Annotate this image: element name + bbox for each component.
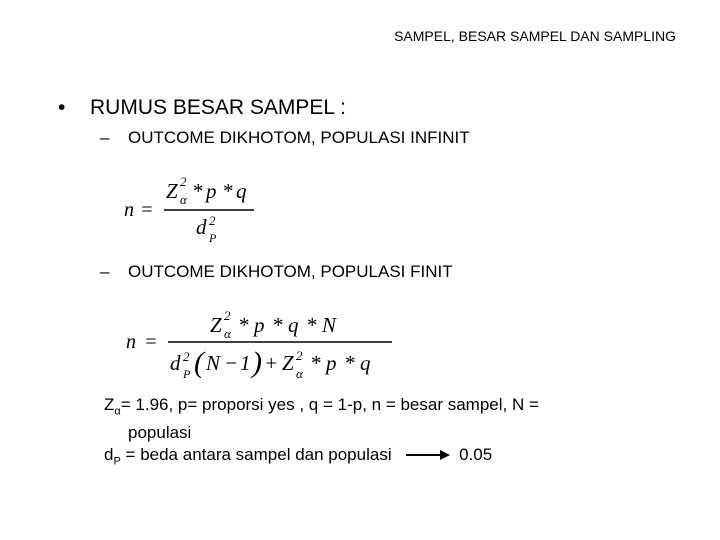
main-bullet	[58, 96, 346, 120]
d-subscript: P	[113, 455, 121, 468]
svg-text:*: *	[238, 313, 249, 337]
svg-text:P: P	[183, 367, 191, 381]
bullet-marker: •	[58, 96, 66, 119]
svg-text:1: 1	[240, 351, 251, 375]
svg-text:d: d	[170, 351, 181, 375]
svg-text:(: (	[194, 346, 204, 379]
svg-text:Z: Z	[210, 313, 222, 337]
dash-marker: –	[100, 262, 110, 281]
d-symbol: d	[104, 445, 114, 465]
svg-text:N: N	[206, 351, 221, 375]
case-finite-label: OUTCOME DIKHOTOM, POPULASI FINIT	[128, 262, 453, 281]
dash-marker: –	[100, 128, 110, 147]
svg-text:2: 2	[183, 349, 190, 364]
svg-text:α: α	[180, 192, 187, 207]
z-symbol: Z	[104, 395, 115, 414]
svg-text:*: *	[344, 351, 355, 375]
svg-text:2: 2	[224, 308, 231, 323]
svg-text:n: n	[124, 199, 134, 221]
svg-text:Z: Z	[166, 179, 178, 203]
note-line-2-value: 0.05	[459, 445, 493, 465]
legend-notes	[104, 394, 664, 473]
z-subscript: α	[114, 405, 121, 418]
note-line-1-text: = 1.96, p= proporsi yes , q = 1-p, n = besar sampel, N =	[120, 395, 539, 414]
svg-text:*: *	[272, 313, 283, 337]
svg-text:=: =	[144, 331, 158, 353]
svg-text:N: N	[322, 313, 337, 337]
svg-text:d: d	[196, 215, 207, 239]
svg-text:P: P	[209, 231, 217, 245]
svg-text:q: q	[288, 313, 299, 337]
note-line-1	[104, 394, 664, 422]
svg-text:p: p	[206, 179, 217, 203]
slide-header: SAMPEL, BESAR SAMPEL DAN SAMPLING	[394, 28, 676, 44]
sub-bullet-finite	[100, 262, 453, 282]
note-line-2-text: = beda antara sampel dan populasi	[125, 445, 392, 465]
slide-title: RUMUS BESAR SAMPEL :	[90, 96, 346, 119]
svg-text:+: +	[264, 351, 279, 375]
arrow-right-icon	[406, 445, 450, 467]
svg-text:*: *	[310, 351, 321, 375]
case-infinite-label: OUTCOME DIKHOTOM, POPULASI INFINIT	[128, 128, 470, 147]
svg-text:*: *	[222, 179, 233, 203]
svg-text:q: q	[360, 351, 371, 375]
formula-finite	[124, 304, 404, 391]
svg-text:Z: Z	[282, 351, 294, 375]
svg-text:=: =	[140, 199, 154, 221]
sub-bullet-infinite	[100, 128, 470, 148]
svg-text:n: n	[126, 331, 136, 353]
svg-text:2: 2	[209, 213, 216, 228]
formula-infinite	[122, 168, 272, 255]
svg-text:q: q	[236, 179, 247, 203]
svg-text:α: α	[224, 326, 231, 341]
svg-text:): )	[252, 346, 262, 379]
svg-text:2: 2	[296, 348, 303, 363]
note-line-1-cont: populasi	[128, 423, 192, 443]
svg-text:α: α	[296, 366, 303, 381]
svg-text:*: *	[192, 179, 203, 203]
svg-text:p: p	[254, 313, 265, 337]
svg-text:*: *	[306, 313, 317, 337]
svg-text:−: −	[224, 351, 239, 375]
note-line-2	[104, 444, 664, 472]
svg-text:p: p	[326, 351, 337, 375]
svg-text:2: 2	[180, 174, 187, 189]
